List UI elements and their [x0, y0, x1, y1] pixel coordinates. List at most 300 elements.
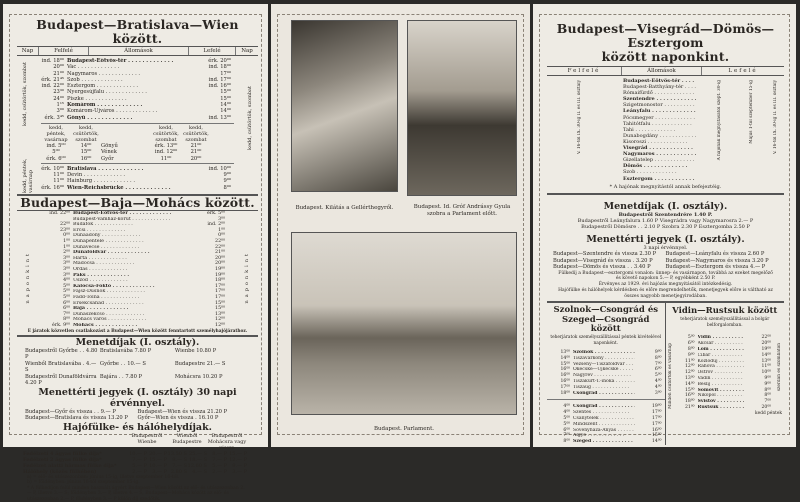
cabin-price: 7.— S [172, 462, 187, 469]
station-name: Bratislava . . . [67, 166, 204, 172]
time-down: 16⁰⁰ [651, 427, 662, 433]
cabin-price: 5.— P [132, 462, 147, 469]
time-down: 17⁰⁰ [651, 410, 662, 416]
station-name: Ókécske—Újkécske . . . [573, 367, 635, 373]
time-up: 2⁰⁰ [63, 250, 70, 256]
time-down: 4⁰⁰ [654, 378, 662, 384]
table-row [672, 405, 775, 411]
time-up: 8⁰⁰ [63, 317, 70, 323]
time-up: 23⁰⁰ [60, 227, 70, 233]
bratislava-header [17, 46, 258, 56]
station-name: Dunavecse . . . [73, 245, 198, 251]
time-down: 14⁰⁰ [651, 439, 662, 445]
time-up: 18⁰⁰ [560, 390, 570, 396]
station-name: Tiszakürt-T.-inoka . . . [573, 379, 635, 385]
time-up: 5⁰⁰ [63, 283, 70, 289]
col-day-right: Nap [241, 48, 253, 54]
station-name: Kalocsa-Foktő . . . [73, 284, 198, 290]
cabin-price: 7.— P [132, 456, 147, 463]
time-down: 20⁰⁰ [761, 405, 771, 411]
right-fare: Budapestről Leányfalura 1.60 P Visegrádra vagy Nagymarosra 2.— P [577, 218, 754, 224]
station-name: Harta . . . [73, 256, 198, 262]
time-up: 14⁰⁰ [684, 381, 695, 387]
time-up: 11⁰⁰ [684, 358, 695, 364]
station-name: Beslij . . . [698, 382, 745, 388]
vidin-rows [666, 335, 785, 410]
time-down: 15⁰⁰ [215, 306, 225, 312]
station-name: Rómaifürdő . . . [623, 90, 696, 96]
station-name: Budapest-Batthyány-tér . . . [623, 84, 696, 90]
photo-andrassy-statue [407, 20, 517, 196]
note-line: Hajófülke és hálóhelyek kérdésben és előre megrendelhetők, menetjegyek előre is váltható az összes nagyobb menetjegyirodában. [558, 287, 773, 299]
time-down: 8⁰⁰ [223, 184, 231, 191]
station-name: Dömös . . . [623, 163, 696, 169]
fare-item: Wienbe 10.80 P [174, 347, 217, 354]
station-name: Rustsuk . . . [698, 405, 745, 411]
time-down: 14⁰⁰ [220, 108, 231, 115]
time-down: 9⁰⁰ [764, 376, 771, 382]
right-return-sub: 3 napi érvénnyel. [643, 245, 688, 251]
time-down: 22⁰⁰ [215, 239, 225, 245]
station-name: Csanytelek . . . [573, 416, 635, 422]
station-name: Dunaföldvár . . . [73, 250, 198, 256]
bratislava-rows [41, 56, 234, 123]
table-row [41, 115, 234, 121]
time-up: 24⁰⁰ [53, 95, 64, 102]
time-down: ind. 10⁰⁰ [208, 165, 231, 172]
time-up: 16⁰⁰ [684, 393, 695, 399]
fare-item: Budapest—Győr és vissza . . 9.— P [25, 408, 116, 415]
left-notes [17, 475, 258, 502]
time-down: 15⁰⁰ [220, 95, 231, 102]
station-name: Nagymaros . . . [623, 151, 696, 157]
time-up: 4⁰⁰ [63, 278, 70, 284]
time-up: 9⁰⁰ [687, 352, 695, 358]
fare-item: Győrbe . . 10.— S [99, 360, 146, 367]
station-name: Nyergesújfalu . . . [67, 89, 204, 95]
time-down: 12⁰⁰ [215, 322, 225, 328]
station-name: Szob . . . [623, 169, 696, 175]
station-name: Szentendre . . . [623, 96, 696, 102]
station-name: Devin . . . [67, 172, 204, 178]
station-name: Gizellatelep . . . [623, 157, 696, 163]
cabin-table [17, 451, 258, 475]
station-name: Ordas . . . [73, 267, 198, 273]
station-name: Somovit . . . [698, 388, 745, 394]
time-up: 20⁰⁰ [53, 64, 64, 71]
station-name: Szeged . . . [573, 439, 635, 445]
time-down: 17⁰⁰ [215, 294, 225, 300]
station-name: Tiszavárkony . . . [573, 356, 635, 362]
time-up: 1⁰⁰ [63, 244, 70, 250]
cabin-price: 4.— S [192, 468, 207, 475]
left-panel [3, 4, 268, 502]
visegrad-title: Budapest—Visegrád—Dömös—Esztergom [556, 21, 775, 50]
vidin-sub: teherjáratok személyszállítással a bolgár belforgalomban. [680, 317, 770, 329]
time-down: 11⁰⁰ [761, 364, 771, 370]
szolnok-section [547, 303, 666, 444]
fares-title: Menetdíjak (I. osztály). [75, 336, 200, 348]
station-name: Vének [101, 149, 117, 156]
baja-rows [47, 211, 228, 328]
time: 5⁰⁰ [52, 149, 60, 156]
fare-item: Budapest—Wien és vissza 21.20 P [137, 408, 228, 415]
right-return-title: Menettérti jegyek (I. osztály). [586, 234, 745, 245]
station-name: Mohács város . . . [73, 317, 198, 323]
station-name: Dunaszekcső . . . [73, 312, 198, 318]
szolnok-sub: teherjáratok személyszállítással péntek kivételével naponként. [550, 334, 662, 346]
time-down: 15⁰⁰ [651, 433, 662, 439]
fare-item: Budapestre 21.— S [174, 360, 226, 367]
time-down: 20⁰⁰ [761, 341, 771, 347]
station-name: Budapest-Eötvös-tér . . . [623, 78, 696, 84]
station-name: Uszód . . . [73, 278, 198, 284]
middle-panel [271, 4, 530, 447]
station-name: Vezseny—Tiszaföldvár . . . [573, 362, 635, 368]
time-down: 21⁰⁰ [215, 250, 225, 256]
table-row [547, 391, 665, 397]
time-down: 13⁰⁰ [761, 358, 771, 364]
col-down: Lefelé [189, 47, 236, 55]
note-line: Fülkedíj a Budapest—esztergomi vonalon: ünnep- és vasárnapon, továbbá az ezeket megelőző és követő napokon 5.— P, egyébként 2.50 P. [558, 270, 773, 282]
station-name: Csongrád . . . [573, 404, 635, 410]
col-day: Nap [17, 47, 39, 55]
col-stations: Állomások [622, 67, 702, 75]
time: 14⁰⁰ [80, 142, 92, 149]
time-up: 3⁰⁰ [63, 255, 70, 261]
note-line: b) = főidényben: június 16-tól szeptember 15-ig. [27, 480, 140, 486]
station-name: Tiszaug . . . [573, 385, 635, 391]
station-name: Vác . . . [67, 64, 204, 70]
time-down: 17⁰⁰ [651, 415, 662, 421]
time-up: 13⁰⁰ [560, 349, 570, 355]
fare-item: Bratislavába 7.80 P [99, 347, 152, 354]
time-down: 22⁰⁰ [761, 335, 771, 341]
table-row [23, 469, 252, 475]
cabin-price: 9.— S [172, 456, 187, 463]
fare-item: Győr—Wien és vissza . 16.10 P [137, 415, 219, 422]
right-panel [533, 4, 796, 447]
time-up: 17⁰⁰ [560, 384, 570, 390]
time-up: 14⁰⁰ [560, 355, 570, 361]
right-return-list [547, 251, 784, 271]
time-up: 5⁰⁰ [687, 335, 695, 341]
cabin-price: 18.— S [189, 456, 207, 463]
time-up: 22⁰⁰ [60, 222, 70, 228]
time-down: 4⁰⁰ [654, 384, 662, 390]
days-right: kedd, csütörtök, szombat [247, 86, 253, 150]
time-down: 8⁰⁰ [764, 393, 771, 399]
time-down: érk. 5⁰⁰ [207, 211, 225, 217]
time-down: 12⁰⁰ [215, 317, 225, 323]
col-stations: Állomások [89, 47, 189, 55]
cabin-price: 10.— P [149, 462, 167, 469]
time-down: 17⁰⁰ [651, 421, 662, 427]
col-up: Felfelé [547, 67, 622, 75]
table-row [623, 176, 696, 182]
time-down: 19⁰⁰ [651, 404, 662, 410]
caption-parliament: Budapest. Parlament. [373, 426, 435, 432]
fare-item: Budapest—Esztergom és vissza 4.— P [665, 264, 766, 270]
time-up: 16⁰⁰ [560, 373, 570, 379]
col-up: Felfelé [39, 47, 89, 55]
time-up: érk. 16⁰⁰ [41, 184, 64, 191]
station-name: Paks . . . [73, 273, 198, 279]
station-name: Wien-Reichsbrücke . . . [67, 185, 204, 191]
col-note: Május 1-től szeptember 15-ig [749, 80, 754, 144]
time: érk. 13⁰⁰ [154, 142, 178, 149]
time-down: 5⁰⁰ [654, 373, 662, 379]
time: 20⁰⁰ [190, 155, 202, 162]
cabin-price: 12.— P [229, 456, 247, 463]
days-left-2: kedd, péntek, vasárnap [22, 158, 34, 194]
vidin-end-days: kedd péntek [755, 410, 782, 416]
station-name: Budapest-Eötvös-tér . . . [73, 211, 198, 217]
mid-days-row [41, 125, 234, 143]
time: ind. 5⁰⁰ [46, 142, 66, 149]
cabin-col: Budapestről Wienbe [131, 432, 163, 445]
station-name: Cibar . . . [698, 353, 745, 359]
time: 11⁰⁰ [160, 155, 172, 162]
visegrad-title-b: között naponkint. [601, 49, 730, 64]
station-name: Lom . . . [698, 347, 745, 353]
station-name: Baja . . . [73, 306, 198, 312]
cabin-name: Hálóhely (közös fülkében) [23, 468, 97, 475]
time-down: ind. 2⁰⁰ [207, 222, 225, 228]
time-down: 13⁰⁰ [215, 311, 225, 317]
note-line: a) = elő- és utószezonban: június 15-ig, illetve szeptember 16-tól. [27, 474, 180, 480]
station-name: Vadin . . . [698, 376, 745, 382]
bratislava-title: Budapest—Bratislava—Wien között. [36, 17, 239, 46]
szolnok-rows [547, 350, 665, 400]
bottom-tables [547, 301, 784, 444]
time-down: ind. 16⁰⁰ [208, 83, 231, 90]
station-name: Szigetmonostor . . . [623, 102, 696, 108]
station-name: Ostrov . . . [698, 370, 745, 376]
szolnok-title: Szolnok—Csongrád és Szeged—Csongrád között [553, 305, 659, 335]
station-name: Nagymaros . . . [67, 71, 204, 77]
station-name: Budapest-Vámház-körút . . . [73, 217, 198, 223]
cabin-name: Fedélzet alatti hármas fülke díja* [23, 462, 117, 469]
col-note: V. 16-tól IX. 30-ig II. és III. osztály [773, 80, 778, 155]
photo-gellert-hill-view [291, 20, 398, 192]
time-up: 8⁰⁰ [687, 347, 695, 353]
station-name: Tahi . . . [623, 127, 696, 133]
time-down: ind. 18⁰⁰ [208, 64, 231, 71]
col-note: V. 16-tól IX. 30-ig II. és III. osztály [577, 80, 582, 155]
station-name: Ercsi . . . [73, 228, 198, 234]
cabin-price: 25.— S [189, 450, 207, 457]
time-up: 1⁰⁰ [63, 239, 70, 245]
time-up: 23³⁰ [53, 89, 64, 96]
time-down: 1⁰⁰ [218, 227, 225, 233]
cabin-name: Fedélzeti 2 ágyas fülke díja* [23, 456, 102, 463]
time-down: 17⁰⁰ [215, 289, 225, 295]
time-down: 18⁰⁰ [215, 278, 225, 284]
time-down: 19⁰⁰ [215, 272, 225, 278]
station-name: Visegrád . . . [623, 145, 696, 151]
time-up: 7⁰⁰ [563, 433, 570, 439]
station-name: Budapest-Eötvös-tér . . . [67, 58, 204, 64]
time-up: 6⁰⁰ [63, 300, 70, 306]
time: 15⁰⁰ [80, 149, 92, 156]
station-name: Győr [101, 155, 114, 162]
station-name: Szentes . . . [573, 410, 635, 416]
time-down: ind. 17⁰⁰ [208, 76, 231, 83]
days-left: kedd, csütörtök, szombat [22, 62, 28, 126]
cabin-col: Budapestről Mohácsra vagy vissza [207, 432, 247, 451]
time-up: 3⁰⁰ [63, 272, 70, 278]
fares-list [17, 348, 258, 387]
photo-parliament [291, 232, 517, 415]
station-name: Budafok . . . [73, 222, 198, 228]
time-up: 6⁰⁰ [63, 306, 70, 312]
station-name: Csongrád . . . [573, 391, 635, 397]
fare-item: Budapest—Bratislava és vissza 13.20 P [25, 415, 128, 422]
time-up: 15⁰⁰ [560, 361, 570, 367]
fare-item: Budapest—Szentendre és vissza 2.30 P [553, 251, 657, 257]
cabin-price: 12.60 S [187, 462, 207, 469]
caption-gellert: Budapest. Kilátás a Gellérthegyről. [295, 205, 394, 211]
time-down: 9⁰⁰ [223, 172, 231, 179]
station-name: Esztergom . . . [67, 83, 204, 89]
time-up: érk. 9⁰⁰ [52, 322, 70, 328]
station-name: Kisoroszi . . . [623, 139, 696, 145]
cabin-price: 9.— P [232, 462, 247, 469]
table-row [547, 439, 665, 445]
time-up: 12⁰⁰ [684, 370, 695, 376]
cabin-price: 20.— P [149, 450, 167, 457]
time-down: 14⁰⁰ [220, 102, 231, 109]
cabin-title: Hajófülke- és hálóhelydíjak. [63, 421, 212, 433]
cabin-price: 3.— P [232, 468, 247, 475]
time-down: 22⁰⁰ [215, 244, 225, 250]
station-name: Madocsa . . . [73, 261, 198, 267]
time-up: 5⁰⁰ [63, 294, 70, 300]
station-name: Gönyű . . . [67, 115, 204, 121]
time-down: 15⁰⁰ [215, 300, 225, 306]
time-down: érk. 20⁰⁰ [208, 58, 231, 64]
time-up: 8⁰⁰ [563, 439, 570, 445]
station-name: Algyő . . . [573, 433, 635, 439]
station-name: Nikopol . . . [698, 393, 745, 399]
time-down: 8⁰⁰ [654, 355, 662, 361]
mid-day: kedd, csütörtök, szombat [153, 124, 179, 143]
gonyu-gyor-table [41, 123, 234, 164]
daily-right: naponkint [244, 251, 250, 304]
station-name: Vidin . . . [698, 335, 745, 341]
time-down: 20⁰⁰ [215, 255, 225, 261]
time-up: 21⁰⁰ [53, 70, 64, 77]
station-name: Komárom-Újváros . . . [67, 108, 204, 114]
time-down: 10⁰⁰ [761, 370, 771, 376]
time: ind. 12⁰⁰ [154, 149, 178, 156]
time-up: ind. 22⁰⁰ [41, 83, 64, 90]
daily-left: naponkint [25, 251, 31, 304]
time-down: 6⁰⁰ [654, 367, 662, 373]
col-down: Lefelé [728, 68, 758, 74]
station-name: Gönyű [101, 142, 118, 149]
cabin-price: 2.— P [132, 468, 147, 475]
visegrad-footnote: * A hajónak megnyitástól annak befejeztéig. [547, 184, 784, 195]
time-up: 4⁰⁰ [563, 404, 570, 410]
time-down: ind. 13⁰⁰ [208, 114, 231, 121]
visegrad-header [547, 66, 784, 76]
cabin-price: 3.— P [152, 468, 167, 475]
baja-note: E járatok közvetlen csatlakozást a Budapest—Wien között fenntartott személyhajójárathoz. [17, 329, 258, 337]
time-up: 11⁰⁰ [53, 172, 64, 179]
return-list [17, 409, 258, 422]
time-up: 15⁰⁰ [684, 387, 695, 393]
station-name: Mindszent . . . [573, 422, 635, 428]
col-note: A hajónak megnyitásától szept. 30-ig [717, 80, 722, 161]
station-name: Mohács . . . [73, 323, 198, 329]
time-up: 1¹⁵ [56, 102, 64, 109]
station-name: Fadd-Tolna . . . [73, 295, 198, 301]
fare-item: Budapest—Leányfalu és vissza 2.60 P [665, 251, 765, 257]
time-down: 20⁰⁰ [215, 261, 225, 267]
time-down: 15⁰⁰ [220, 89, 231, 96]
time-up: 21⁰⁰ [684, 405, 695, 411]
time-up: 3⁰⁰ [56, 108, 64, 115]
time-down: 3⁰⁰ [654, 390, 662, 396]
time-up: 6⁰⁰ [687, 341, 695, 347]
fare-item: Budapestről Dunaföldvárra 4.20 P [25, 373, 97, 387]
time-down: 7⁰⁰ [764, 399, 771, 405]
cabin-price: 15.— P [229, 450, 247, 457]
time-up: érk. 10⁰⁰ [41, 165, 64, 172]
station-name: Dunaadony . . . [73, 233, 198, 239]
station-name: Akcsar . . . [698, 341, 745, 347]
time-up: 7⁰⁰ [63, 311, 70, 317]
vidin-days-right: szerdán és szombaton [777, 343, 782, 392]
time-up: 16⁰⁰ [560, 367, 570, 373]
mid-day: kedd, péntek, vasárnap [44, 124, 68, 143]
time: 16⁰⁰ [80, 155, 92, 162]
right-notes [547, 271, 784, 300]
time-down: 17⁰⁰ [215, 283, 225, 289]
time-down: 19⁰⁰ [761, 347, 771, 353]
station-name: Fajsz-Dusnok . . . [73, 289, 198, 295]
caption-andrassy: Budapest. Id. Gróf Andrássy Gyula szobra a Parlament előtt. [413, 204, 511, 217]
time-up: ind. 18⁰⁰ [41, 58, 64, 64]
time-up: 4⁰⁰ [563, 410, 570, 416]
table-row [41, 185, 234, 191]
time-down: 0⁰⁰ [218, 233, 225, 239]
right-fare: Budapestről Dömösre . . 2.10 P Szobra 2.30 P Esztergomba 2.50 P [581, 224, 750, 230]
station-name: Tahitótfalu . . . [623, 121, 696, 127]
station-name: Nagyrév . . . [573, 373, 635, 379]
time-up: érk. 3⁴⁵ [44, 114, 64, 121]
time-up: 18⁰⁰ [684, 399, 695, 405]
station-name: Rahova . . . [698, 364, 745, 370]
vidin-section [666, 303, 785, 444]
table-row [41, 156, 234, 162]
fare-item: Bajára . . 7.80 P [99, 373, 143, 380]
vidin-title: Vidin—Rustsuk között [672, 306, 778, 317]
station-name: Leányfalu . . . [623, 108, 696, 114]
cabin-price: 5.— P [212, 462, 227, 469]
time-up: érk. 21⁴⁵ [41, 76, 64, 83]
time-up: 5⁰⁰ [563, 421, 570, 427]
time-up: 0⁰⁰ [63, 233, 70, 239]
time-down: 7⁰⁰ [654, 361, 662, 367]
time-up: 5⁰⁰ [563, 415, 570, 421]
station-name: Szolnok . . . [573, 350, 635, 356]
fare-item: Wienből Bratislavába . 4.— S [25, 360, 97, 374]
vidin-days-left: Minden csütörtök és vasárnap [667, 343, 673, 410]
time-down: 17⁰⁰ [220, 70, 231, 77]
